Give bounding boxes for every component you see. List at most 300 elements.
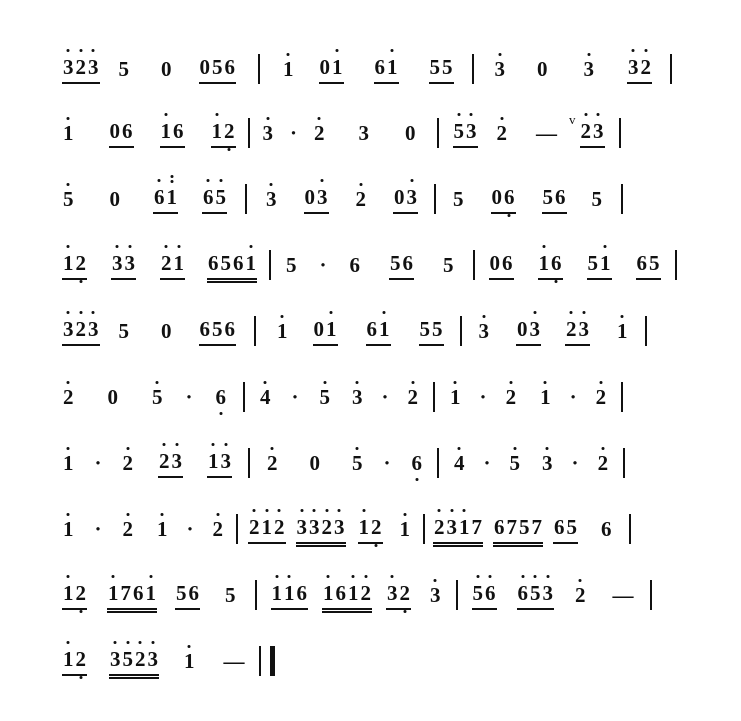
note-number: 1 <box>63 516 74 541</box>
note-cell <box>183 648 196 673</box>
note-number: 6 <box>494 514 505 539</box>
barline <box>619 118 621 148</box>
note-number: 3 <box>220 448 232 473</box>
note-number: 3 <box>578 316 589 341</box>
beam-notes <box>374 55 399 80</box>
note-number: 6 <box>154 184 165 209</box>
note-number: 0 <box>161 318 172 343</box>
barline <box>245 184 247 214</box>
note-cell <box>494 56 507 81</box>
note-number: 6 <box>517 580 528 605</box>
note-number: 1 <box>63 646 74 671</box>
note-number: 5 <box>212 316 223 341</box>
note-number: 3 <box>266 186 277 211</box>
note-number: 2 <box>595 384 607 409</box>
barline <box>248 448 250 478</box>
note-number: 6 <box>199 316 210 341</box>
beam-notes <box>271 581 309 606</box>
beamed-group-double <box>493 515 543 544</box>
beamed-group-single <box>207 449 232 478</box>
note-cell <box>62 186 75 211</box>
duration-dash: — <box>536 120 558 145</box>
note-number: 1 <box>326 316 337 341</box>
note-number: 1 <box>459 514 470 539</box>
beam-notes <box>587 251 612 276</box>
note-number: 2 <box>434 514 445 539</box>
beam-notes <box>636 251 661 276</box>
note-number: 2 <box>321 514 333 539</box>
note-number: 2 <box>505 384 517 409</box>
note-cell <box>62 516 75 541</box>
beam-notes <box>160 251 185 276</box>
note-number: 3 <box>466 118 477 143</box>
beam-notes <box>565 317 590 342</box>
note-number: 6 <box>188 580 199 605</box>
note-number: 5 <box>432 316 443 341</box>
note-number: 1 <box>358 514 370 539</box>
beam-notes <box>393 185 418 210</box>
note-number: 5 <box>122 646 133 671</box>
note-number: 2 <box>371 514 382 539</box>
beamed-group-single <box>199 55 237 84</box>
beam-notes <box>419 317 444 342</box>
beam-notes <box>207 449 232 474</box>
note-number: 3 <box>334 514 345 539</box>
beamed-group-double <box>107 581 157 610</box>
beam-notes <box>248 515 286 540</box>
note-number: 5 <box>212 54 223 79</box>
note-number: 1 <box>184 648 195 673</box>
beam-notes <box>313 317 338 342</box>
beamed-group-single <box>393 185 418 214</box>
note-number: 2 <box>224 118 235 143</box>
beam-notes <box>153 185 178 210</box>
beam-notes <box>62 251 87 276</box>
note-number: 0 <box>405 120 416 145</box>
note-number: 2 <box>355 186 366 211</box>
beamed-group-single <box>516 317 541 346</box>
beamed-group-single <box>62 581 87 610</box>
note-number: 3 <box>88 316 99 341</box>
barline <box>248 118 250 148</box>
note-number: 5 <box>472 580 483 605</box>
beamed-group-single <box>386 581 411 610</box>
note-number: 6 <box>349 252 361 277</box>
beam-notes <box>62 317 100 342</box>
note-cell <box>574 582 587 607</box>
beam-notes <box>202 185 227 210</box>
note-cell <box>215 384 228 409</box>
barline <box>258 54 260 84</box>
beamed-group-single <box>627 55 652 84</box>
note-number: 5 <box>220 250 231 275</box>
beamed-group-single <box>62 647 87 676</box>
note-cell <box>212 516 225 541</box>
note-number: 1 <box>387 54 398 79</box>
note-cell <box>505 384 518 409</box>
barline <box>255 580 257 610</box>
note-number: 1 <box>173 250 184 275</box>
note-number: 4 <box>454 450 465 475</box>
note-number: 3 <box>406 184 417 209</box>
beamed-group-double <box>109 647 159 676</box>
note-cell <box>355 186 368 211</box>
beamed-group-single <box>453 119 478 148</box>
note-number: 2 <box>360 580 371 605</box>
note-number: 1 <box>208 448 219 473</box>
beamed-group-double <box>207 251 257 280</box>
note-number: 3 <box>296 514 308 539</box>
note-number: 6 <box>411 450 423 475</box>
augmentation-dot: · <box>94 516 102 541</box>
score-line <box>0 630 741 692</box>
barline <box>629 514 631 544</box>
note-number: 6 <box>208 250 219 275</box>
note-number: 0 <box>109 118 120 143</box>
note-cell <box>160 56 173 81</box>
note-number: 0 <box>394 184 405 209</box>
note-cell <box>313 120 326 145</box>
note-number: 0 <box>161 56 172 81</box>
beam-notes <box>627 55 652 80</box>
note-number: 1 <box>166 184 177 209</box>
beamed-group-single <box>248 515 286 544</box>
note-cell <box>453 450 466 475</box>
note-number: 1 <box>617 318 628 343</box>
barline <box>621 382 623 412</box>
note-cell <box>349 252 362 277</box>
barline <box>473 250 475 280</box>
beamed-group-single <box>489 251 514 280</box>
note-number: 1 <box>63 580 74 605</box>
note-cell <box>597 450 610 475</box>
duration-dash: — <box>612 582 634 607</box>
beam-notes <box>580 119 605 144</box>
beam-notes <box>322 581 372 606</box>
beam-notes <box>429 55 454 80</box>
note-number: 2 <box>75 316 86 341</box>
beamed-group-single <box>175 581 200 610</box>
beamed-group-single <box>366 317 391 346</box>
note-number: 5 <box>429 54 440 79</box>
note-cell <box>478 318 491 343</box>
note-number: 7 <box>531 514 543 539</box>
beam-notes <box>389 251 414 276</box>
note-number: 2 <box>212 516 224 541</box>
augmentation-dot: · <box>383 450 391 475</box>
note-cell <box>62 450 75 475</box>
note-cell <box>591 186 604 211</box>
note-cell <box>62 120 75 145</box>
beam-notes <box>542 185 567 210</box>
augmentation-dot: · <box>479 384 487 409</box>
note-number: 2 <box>496 120 508 145</box>
note-number: 5 <box>225 582 236 607</box>
augmentation-dot: · <box>381 384 389 409</box>
beam-notes <box>111 251 136 276</box>
note-number: 2 <box>249 514 260 539</box>
note-number: 1 <box>283 56 294 81</box>
note-number: 6 <box>601 516 612 541</box>
note-number: 1 <box>277 318 288 343</box>
note-number: 4 <box>260 384 271 409</box>
score-line <box>0 366 741 428</box>
note-number: 0 <box>107 384 118 409</box>
note-cell <box>351 384 364 409</box>
score-line <box>0 564 741 626</box>
note-number: 2 <box>407 384 419 409</box>
note-cell <box>62 384 75 409</box>
beam-notes <box>516 317 541 342</box>
score-line <box>0 432 741 494</box>
beam-notes <box>109 647 159 672</box>
note-number: 6 <box>215 384 227 409</box>
note-number: 5 <box>352 450 363 475</box>
beam-notes <box>62 581 87 606</box>
note-number: 5 <box>453 186 464 211</box>
barline <box>621 184 623 214</box>
score-line <box>0 300 741 362</box>
note-number: 1 <box>271 580 282 605</box>
note-cell <box>118 318 131 343</box>
score-line <box>0 102 741 164</box>
note-number: 3 <box>628 54 639 79</box>
note-number: 0 <box>109 186 120 211</box>
barline <box>437 448 439 478</box>
note-number: 5 <box>442 54 453 79</box>
note-number: 5 <box>118 318 129 343</box>
beamed-group-single <box>358 515 383 544</box>
beamed-group-single <box>111 251 136 280</box>
note-number: 1 <box>63 250 74 275</box>
augmentation-dot: · <box>569 384 577 409</box>
note-cell <box>259 384 272 409</box>
note-cell <box>266 450 279 475</box>
note-number: 0 <box>489 250 501 275</box>
beamed-group-double <box>433 515 483 544</box>
beam-notes <box>366 317 391 342</box>
note-number: 2 <box>640 54 651 79</box>
beam-notes <box>199 317 237 342</box>
note-number: 1 <box>600 250 611 275</box>
note-number: 6 <box>374 54 385 79</box>
beam-notes <box>493 515 543 540</box>
note-cell <box>262 120 275 145</box>
note-cell <box>411 450 424 475</box>
beam-notes <box>158 449 183 474</box>
note-number: 0 <box>199 54 210 79</box>
note-number: 2 <box>575 582 586 607</box>
note-number: 2 <box>267 450 278 475</box>
note-cell <box>595 384 608 409</box>
beamed-group-single <box>62 317 100 346</box>
note-number: 5 <box>591 186 602 211</box>
note-number: 2 <box>75 646 86 671</box>
beamed-group-single <box>374 55 399 84</box>
beamed-group-single <box>472 581 497 610</box>
note-number: 6 <box>133 580 144 605</box>
note-number: 6 <box>173 118 184 143</box>
note-cell <box>118 56 131 81</box>
barline <box>254 316 256 346</box>
note-cell <box>309 450 322 475</box>
note-number: 0 <box>319 54 330 79</box>
note-cell <box>496 120 509 145</box>
note-cell <box>407 384 420 409</box>
barline <box>645 316 647 346</box>
note-number: 1 <box>108 580 119 605</box>
note-number: 3 <box>88 54 99 79</box>
augmentation-dot: · <box>319 252 327 277</box>
augmentation-dot: · <box>483 450 491 475</box>
augmentation-dot: · <box>290 120 298 145</box>
note-cell <box>509 450 522 475</box>
beam-notes <box>453 119 478 144</box>
score-line <box>0 234 741 296</box>
note-cell <box>156 516 169 541</box>
note-number: 2 <box>75 580 86 605</box>
note-number: 1 <box>145 580 156 605</box>
note-number: 3 <box>387 580 398 605</box>
barline <box>433 382 435 412</box>
score-line <box>0 38 741 100</box>
note-number: 2 <box>314 120 325 145</box>
beamed-group-double <box>322 581 372 610</box>
note-number: 3 <box>63 316 74 341</box>
beamed-group-single <box>580 119 605 148</box>
note-cell <box>541 450 554 475</box>
duration-dash: — <box>223 648 245 673</box>
note-cell <box>583 56 596 81</box>
barline <box>460 316 462 346</box>
note-number: 5 <box>176 580 187 605</box>
note-number: 3 <box>358 120 370 145</box>
note-number: 1 <box>450 384 461 409</box>
note-number: 3 <box>63 54 74 79</box>
note-cell <box>404 120 417 145</box>
beamed-group-single <box>160 119 185 148</box>
note-number: 5 <box>519 514 530 539</box>
note-number: 3 <box>542 580 553 605</box>
breath-mark-icon: v <box>569 112 576 127</box>
note-number: 3 <box>171 448 183 473</box>
note-number: 1 <box>211 118 222 143</box>
beam-notes <box>296 515 346 540</box>
note-number: 3 <box>430 582 441 607</box>
note-number: 5 <box>419 316 430 341</box>
beam-notes <box>62 55 100 80</box>
note-number: 6 <box>402 250 414 275</box>
note-cell <box>265 186 278 211</box>
barline <box>423 514 425 544</box>
note-cell <box>160 318 173 343</box>
beam-notes <box>358 515 383 540</box>
note-number: 5 <box>152 384 163 409</box>
beam-notes <box>304 185 329 210</box>
note-number: 3 <box>529 316 540 341</box>
barline <box>623 448 625 478</box>
barline <box>236 514 238 544</box>
beam-notes <box>109 119 134 144</box>
augmentation-dot: · <box>186 516 194 541</box>
note-cell <box>539 384 552 409</box>
augmentation-dot: · <box>571 450 579 475</box>
note-number: 1 <box>284 580 295 605</box>
note-number: 1 <box>348 580 359 605</box>
beamed-group-single <box>538 251 563 280</box>
note-number: 3 <box>317 184 328 209</box>
note-cell <box>224 582 237 607</box>
beamed-group-double <box>296 515 346 544</box>
beamed-group-single <box>429 55 454 84</box>
note-cell <box>319 384 332 409</box>
note-number: 2 <box>274 514 285 539</box>
note-number: 1 <box>399 516 411 541</box>
note-number: 3 <box>352 384 363 409</box>
final-barline <box>259 646 275 676</box>
note-number: 2 <box>75 250 86 275</box>
beam-notes <box>517 581 555 606</box>
note-number: 1 <box>63 120 74 145</box>
note-number: 2 <box>63 384 74 409</box>
note-number: 0 <box>304 184 315 209</box>
note-number: 2 <box>597 450 609 475</box>
beamed-group-single <box>419 317 444 346</box>
note-number: 5 <box>649 250 660 275</box>
beam-notes <box>107 581 157 606</box>
note-cell <box>399 516 412 541</box>
beamed-group-single <box>304 185 329 214</box>
note-number: 1 <box>323 580 334 605</box>
note-number: 5 <box>286 252 297 277</box>
note-number: 6 <box>551 250 562 275</box>
note-number: 6 <box>502 250 513 275</box>
note-number: 0 <box>313 316 324 341</box>
note-cell <box>122 516 135 541</box>
beamed-group-single <box>62 55 100 84</box>
note-cell <box>449 384 462 409</box>
note-number: 5 <box>390 250 401 275</box>
note-number: 5 <box>118 56 129 81</box>
note-number: 3 <box>542 450 553 475</box>
note-number: 3 <box>494 56 505 81</box>
note-number: 3 <box>593 118 604 143</box>
beamed-group-single <box>211 119 236 148</box>
beamed-group-single <box>389 251 414 280</box>
note-number: 5 <box>587 250 599 275</box>
score-line <box>0 168 741 230</box>
note-number: 3 <box>147 646 158 671</box>
note-number: 1 <box>157 516 168 541</box>
beam-notes <box>433 515 483 540</box>
note-number: 2 <box>161 250 172 275</box>
beamed-group-single <box>565 317 590 346</box>
note-cell <box>536 56 549 81</box>
note-number: 1 <box>63 450 74 475</box>
note-number: 1 <box>379 316 390 341</box>
barline <box>650 580 652 610</box>
note-number: 2 <box>566 316 577 341</box>
beam-notes <box>538 251 563 276</box>
augmentation-dot: · <box>185 384 193 409</box>
beam-notes <box>386 581 411 606</box>
barline <box>675 250 677 280</box>
beam-notes <box>175 581 200 606</box>
note-cell <box>285 252 298 277</box>
note-number: 5 <box>443 252 454 277</box>
note-cell <box>616 318 629 343</box>
note-number: 1 <box>261 514 273 539</box>
